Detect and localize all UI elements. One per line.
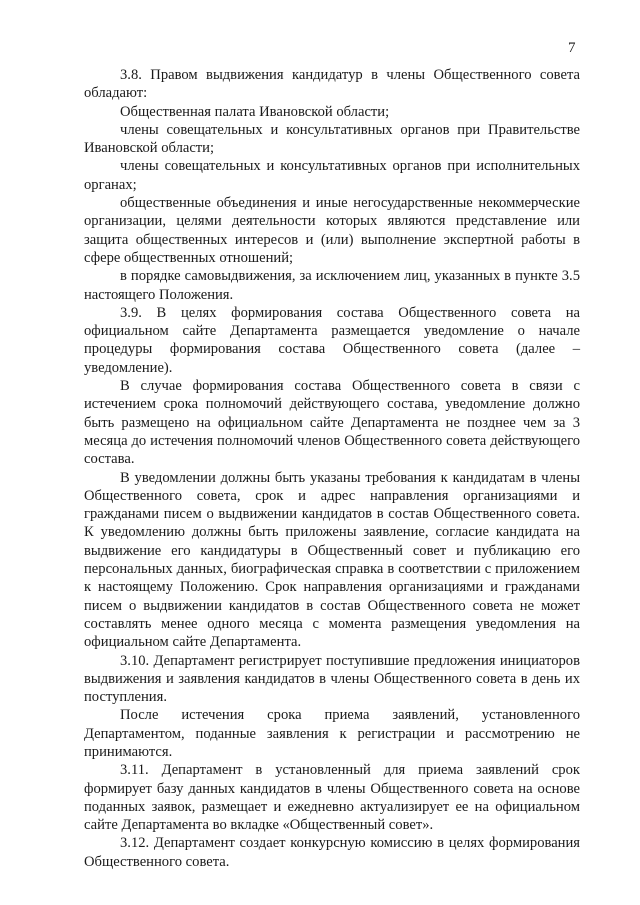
list-item-government-councils: члены совещательных и консультативных органов при Правительстве Ивановской области; — [84, 121, 580, 157]
list-item-public-associations: общественные объединения и иные негосударственные некоммерческие организации, целями деятельности которых являются представление или защита общественных интересов и (или) выполнение экспертной работы в сфере общественных отношений; — [84, 195, 580, 266]
list-item-executive-councils: члены совещательных и консультативных органов при исполнительных органах; — [84, 158, 580, 193]
paragraph-deadline: После истечения срока приема заявлений, установленного Департаментом, поданные заявления к регистрации и рассмотрению не принимаются. — [84, 707, 580, 760]
page-number: 7 — [568, 40, 576, 56]
document-body — [84, 66, 580, 871]
paragraph-3-11: 3.11. Департамент в установленный для приема заявлений срок формирует базу данных кандидатов в члены Общественного совета на основе поданных заявок, размещает и ежедневно актуализирует ее на официальном сайте Департамента во вкладке «Общественный совет». — [84, 762, 580, 834]
paragraph-3-9: 3.9. В целях формирования состава Общественного совета на официальном сайте Департамента размещается уведомление о начале процедуры формирования состава Общественного совета (далее – уведомление). — [84, 304, 580, 376]
paragraph-3-12: 3.12. Департамент создает конкурсную комиссию в целях формирования Общественного совета. — [84, 835, 580, 870]
paragraph-term-expiry: В случае формирования состава Общественного совета в связи с истечением срока полномочий действующего состава, уведомление должно быть размещено на официальном сайте Департамента не позднее чем за 3 месяца до истечения полномочий членов Общественного совета действующего состава. — [84, 378, 580, 468]
paragraph-3-10: 3.10. Департамент регистрирует поступившие предложения инициаторов выдвижения и заявления кандидатов в члены Общественного совета в день их поступления. — [84, 652, 580, 706]
list-item-self-nomination: в порядке самовыдвижения, за исключением лиц, указанных в пункте 3.5 настоящего Положения. — [84, 268, 580, 303]
paragraph-notice-requirements: В уведомлении должны быть указаны требования к кандидатам в члены Общественного совета, срок и адрес направления организациями и гражданами писем о выдвижении кандидатов в состав Общественного совета. К уведомлению должны быть приложены заявление, согласие кандидата на выдвижение его кандидатуры в Общественный совет и публикацию его персональных данных, биографическая справка в соответствии с приложением к настоящему Положению. Срок направления организациями и гражданами писем о выдвижении кандидатов в состав Общественного совета не может составлять менее одного месяца с момента размещения уведомления на официальном сайте Департамента. — [84, 469, 580, 651]
list-item-public-chamber: Общественная палата Ивановской области; — [120, 103, 390, 120]
paragraph-3-8: 3.8. Правом выдвижения кандидатур в члены Общественного совета обладают: — [84, 67, 580, 102]
